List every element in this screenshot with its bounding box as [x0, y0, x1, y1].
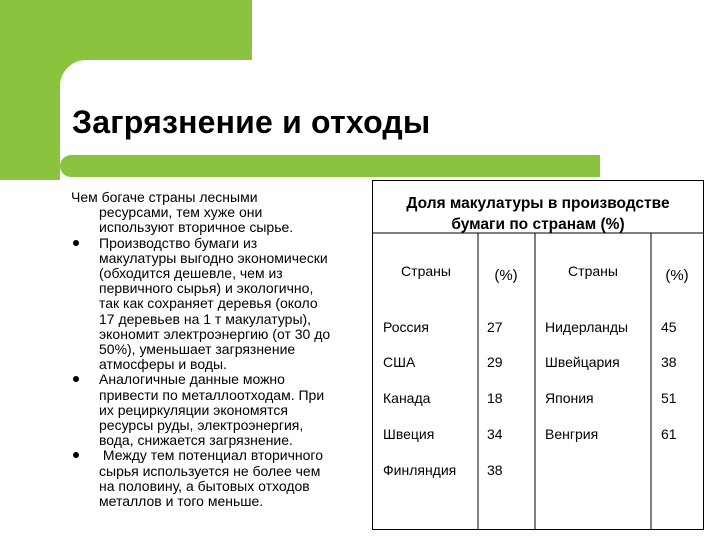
table-cell-percent: 38	[661, 354, 677, 370]
table-cell-percent: 29	[487, 354, 503, 370]
table-cell-country: Россия	[383, 319, 429, 335]
paragraph-line: Чем богаче страны лесными	[71, 189, 258, 205]
body-text	[71, 190, 371, 509]
paragraph-line: используют вторичное сырье.	[99, 219, 294, 236]
table-cell-country: Канада	[383, 390, 431, 406]
table-cell-country: Япония	[545, 390, 594, 406]
paragraph-line: атмосферы и воды.	[99, 356, 227, 373]
slide-title: Загрязнение и отходы	[72, 104, 431, 140]
bullet-dot-icon	[73, 376, 79, 382]
title-underline-bar	[60, 155, 600, 177]
paragraph-line: вода, снижается загрязнение.	[99, 432, 293, 449]
table-cell-percent: 45	[661, 319, 677, 335]
table-cell-percent: 34	[487, 426, 503, 442]
paragraph-line: так как сохраняет деревья (около	[99, 295, 318, 312]
paragraph-line: экономит электроэнергию (от 30 до	[99, 325, 331, 342]
paragraph	[71, 236, 371, 373]
table-cell-percent: 51	[661, 390, 677, 406]
table-cell-percent: 61	[661, 426, 677, 442]
paragraph	[71, 372, 371, 448]
bullet-dot-icon	[73, 452, 79, 458]
table-cell-country: Финляндия	[383, 462, 457, 478]
paragraph-line: (обходится дешевле, чем из	[99, 265, 283, 282]
paragraph-line: Аналогичные данные можно	[99, 371, 285, 388]
table-header-country: Страны	[568, 263, 618, 279]
bullet-dot-icon	[73, 240, 79, 246]
table-cell-percent: 27	[487, 319, 503, 335]
table-cell-country: Венгрия	[545, 426, 599, 442]
recycled-paper-table-box	[372, 180, 704, 530]
table-caption-line-2: бумаги по странам (%)	[451, 216, 625, 233]
paragraph-line: ресурсами, тем хуже они	[99, 204, 263, 221]
paragraph-line: металлов и того меньше.	[99, 493, 264, 510]
paragraph-line: их рециркуляции экономятся	[99, 401, 288, 418]
paragraph-line: первичного сырья) и экологично,	[99, 280, 314, 297]
table-cell-country: Швейцария	[545, 354, 620, 370]
table-cell-country: Швеция	[383, 426, 435, 442]
paragraph-line: ресурсы руды, электроэнергия,	[99, 417, 304, 434]
paragraph-line: 50%), уменьшает загрязнение	[99, 341, 296, 358]
paragraph-line: сырья используется не более чем	[99, 462, 321, 479]
paragraph-line: макулатуры выгодно экономически	[99, 249, 328, 266]
paragraph	[71, 448, 371, 509]
paragraph-line: Производство бумаги из	[99, 234, 258, 251]
table-cell-country: Нидерланды	[545, 319, 629, 335]
table-cell-country: США	[383, 354, 416, 370]
paragraph-line: 17 деревьев на 1 т макулатуры),	[99, 310, 312, 327]
paragraph	[71, 190, 371, 236]
table-cell-percent: 38	[487, 462, 503, 478]
table-caption-line-1: Доля макулатуры в производстве	[406, 195, 670, 212]
table-header-percent: (%)	[665, 267, 689, 284]
paragraph-line: на половину, а бытовых отходов	[99, 477, 310, 494]
table-grid	[372, 180, 704, 530]
paragraph-line: Между тем потенциал вторичного	[99, 447, 324, 464]
table-cell-percent: 18	[487, 390, 503, 406]
table-header-percent: (%)	[494, 267, 518, 284]
paragraph-line: привести по металлоотходам. При	[99, 386, 325, 403]
table-header-country: Страны	[401, 263, 451, 279]
